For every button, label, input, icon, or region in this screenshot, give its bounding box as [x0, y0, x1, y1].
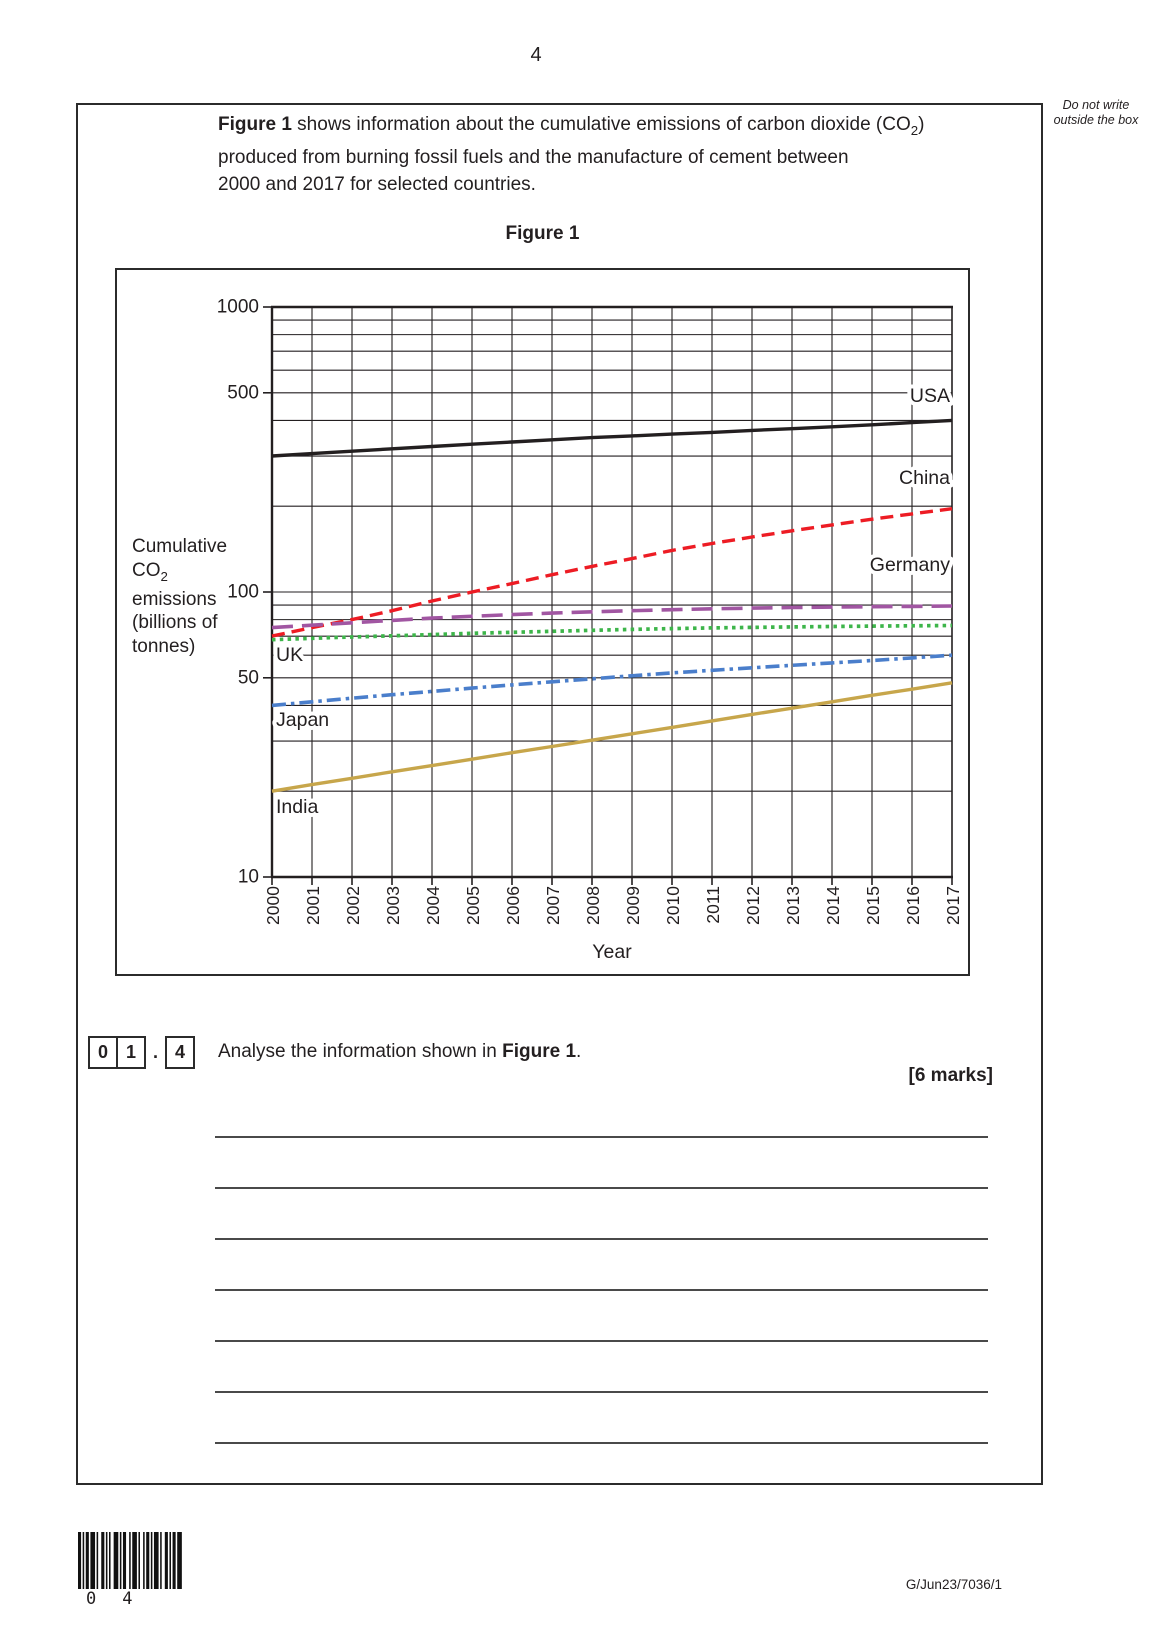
- answer-line[interactable]: [215, 1442, 988, 1444]
- barcode-bar: [177, 1532, 182, 1589]
- series-line-usa: [272, 420, 952, 456]
- paper-reference: G/Jun23/7036/1: [905, 1577, 1002, 1592]
- year-tick-label: 2005: [463, 886, 483, 925]
- barcode-digit-right: 4: [122, 1589, 133, 1609]
- marks-label: [6 marks]: [908, 1065, 993, 1086]
- y-axis-title-line2: $CO_2$: [132, 559, 168, 584]
- year-tick-label: 2010: [663, 886, 683, 925]
- answer-line[interactable]: [215, 1289, 988, 1291]
- barcode-bar: [120, 1532, 122, 1589]
- barcode-bar: [123, 1532, 126, 1589]
- y-tick-label: 10: [237, 866, 259, 888]
- x-axis-title: Year: [592, 941, 632, 963]
- year-tick-label: 2007: [543, 886, 563, 925]
- year-tick-label: 2017: [943, 886, 963, 925]
- question-figure-reference: Figure 1: [502, 1041, 577, 1062]
- series-line-china: [272, 509, 952, 636]
- year-tick-label: 2015: [863, 886, 883, 925]
- barcode-bar: [143, 1532, 145, 1589]
- barcode-bar: [132, 1532, 137, 1589]
- question-number-box-1: 0: [88, 1036, 118, 1069]
- barcode-bar: [160, 1532, 162, 1589]
- series-label-china: China: [899, 467, 950, 489]
- barcode-bar: [97, 1532, 99, 1589]
- intro-close-paren: ): [918, 114, 925, 135]
- barcode-bar: [78, 1532, 81, 1589]
- year-tick-label: 2002: [343, 886, 363, 925]
- barcode-bar: [146, 1532, 149, 1589]
- barcode-bar: [169, 1532, 171, 1589]
- series-label-usa: USA: [909, 385, 950, 407]
- year-tick-label: 2001: [303, 886, 323, 925]
- series-label-uk: UK: [276, 644, 304, 666]
- y-axis-title-line5: tonnes): [132, 635, 196, 657]
- barcode-image: [78, 1532, 196, 1589]
- year-tick-label: 2014: [823, 886, 843, 925]
- figure-description: [218, 111, 1018, 198]
- barcode-digit-left: 0: [86, 1589, 97, 1609]
- question-text: Analyse the information shown in Figure 1.: [218, 1041, 582, 1062]
- barcode-bar: [106, 1532, 108, 1589]
- answer-line[interactable]: [215, 1391, 988, 1393]
- question-number: [88, 1036, 195, 1069]
- answer-line[interactable]: [215, 1136, 988, 1138]
- barcode-bar: [86, 1532, 89, 1589]
- barcode-bar: [90, 1532, 95, 1589]
- intro-line3: 2000 and 2017 for selected countries.: [218, 173, 536, 195]
- y-tick-label: 1000: [216, 296, 259, 318]
- figure-title: Figure 1: [505, 223, 580, 244]
- question-number-box-3: 4: [165, 1036, 195, 1069]
- barcode-bar: [138, 1532, 140, 1589]
- barcode-bar: [101, 1532, 104, 1589]
- answer-line[interactable]: [215, 1238, 988, 1240]
- series-label-india: India: [276, 796, 319, 818]
- series-line-india: [272, 683, 952, 791]
- year-tick-label: 2011: [703, 886, 723, 924]
- year-tick-label: 2003: [383, 886, 403, 925]
- year-tick-label: 2000: [263, 886, 283, 925]
- y-axis-title-line3: emissions: [132, 588, 217, 610]
- series-label-japan: Japan: [276, 709, 330, 731]
- barcode-bar: [129, 1532, 131, 1589]
- year-tick-label: 2006: [503, 886, 523, 925]
- chart-container: [115, 268, 970, 976]
- question-number-separator: .: [153, 1042, 159, 1062]
- y-axis-title-line1: Cumulative: [132, 536, 228, 557]
- barcode-bar: [151, 1532, 153, 1589]
- barcode-bar: [173, 1532, 176, 1589]
- year-tick-label: 2012: [743, 886, 763, 925]
- question-number-box-2: 1: [116, 1036, 146, 1069]
- year-tick-label: 2013: [783, 886, 803, 925]
- y-axis-title-line4: (billions of: [132, 612, 218, 634]
- year-tick-label: 2004: [423, 886, 443, 925]
- series-label-germany: Germany: [869, 554, 950, 576]
- co2-subscript: 2: [910, 122, 919, 138]
- y-tick-label: 100: [227, 581, 259, 603]
- year-tick-label: 2008: [583, 886, 603, 925]
- y-axis-co2-subscript: 2: [160, 568, 168, 584]
- y-tick-label: 500: [227, 382, 259, 404]
- barcode: [78, 1532, 218, 1609]
- question-area-box: [76, 103, 1043, 1485]
- intro-line2: produced from burning fossil fuels and the manufacture of cement between: [218, 146, 849, 168]
- answer-line[interactable]: [215, 1340, 988, 1342]
- barcode-bar: [165, 1532, 168, 1589]
- series-line-uk: [272, 626, 952, 640]
- barcode-digits: [86, 1589, 133, 1609]
- page-number: 4: [530, 44, 542, 66]
- y-tick-label: 50: [237, 667, 259, 689]
- barcode-bar: [154, 1532, 159, 1589]
- barcode-bar: [114, 1532, 119, 1589]
- answer-line[interactable]: [215, 1187, 988, 1189]
- year-tick-label: 2016: [903, 886, 923, 925]
- barcode-bar: [109, 1532, 111, 1589]
- margin-note: Do not write outside the box: [1053, 98, 1139, 127]
- barcode-bar: [83, 1532, 85, 1589]
- y-axis-title: [132, 535, 262, 658]
- series-line-germany: [272, 606, 952, 628]
- figure-reference-bold: Figure 1: [218, 114, 292, 135]
- intro-text: shows information about the cumulative emissions of carbon dioxide (CO: [291, 114, 911, 135]
- year-tick-label: 2009: [623, 886, 643, 925]
